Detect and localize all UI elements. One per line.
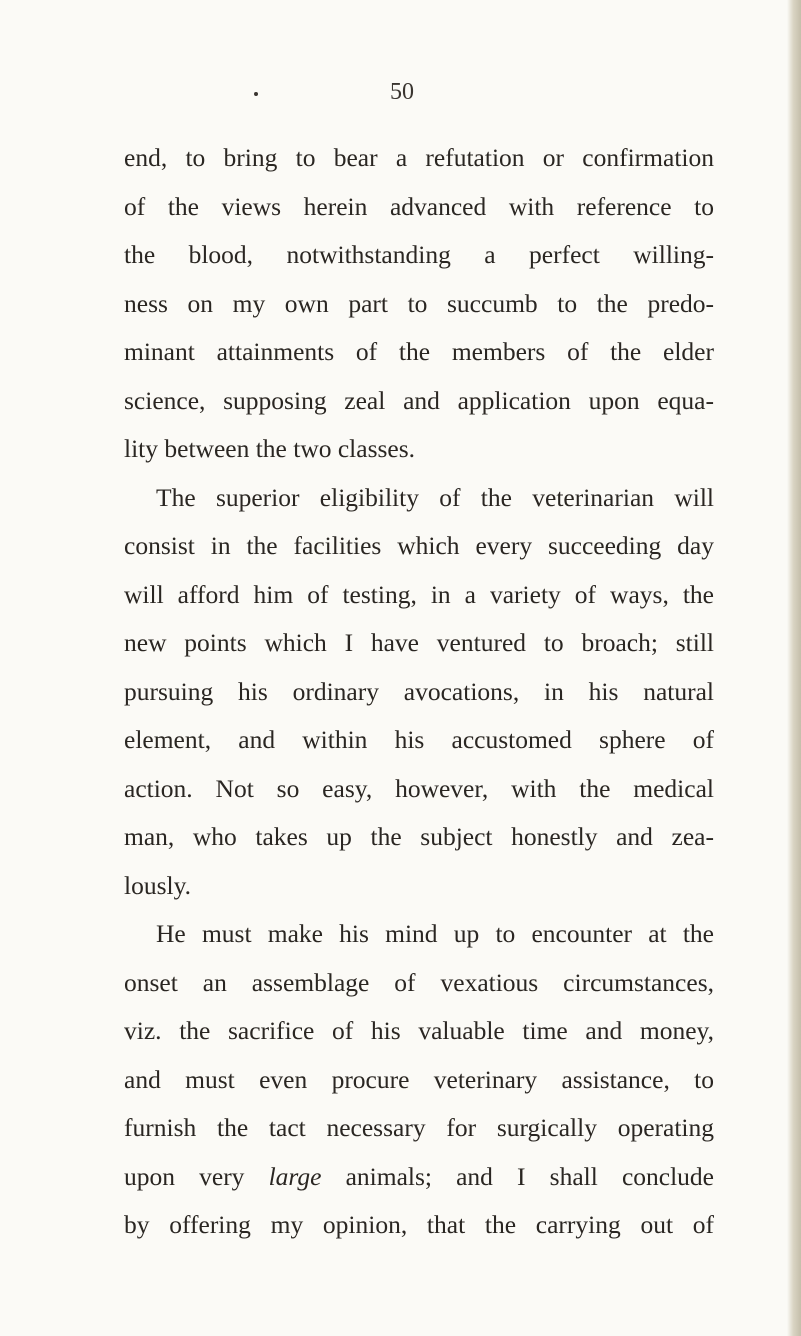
- text-line: viz. the sacrifice of his valuable time and money,: [124, 1016, 714, 1045]
- printer-dot: [254, 92, 258, 96]
- italic-word: large: [268, 1161, 322, 1191]
- text-line: science, supposing zeal and application upon equa-: [124, 385, 714, 415]
- text-line: The superior eligibility of the veterinarian will: [156, 482, 714, 512]
- text-line: will afford him of testing, in a variety of ways, the: [124, 579, 714, 609]
- text-line: of the views herein advanced with reference to: [124, 191, 714, 221]
- text-line: onset an assemblage of vexatious circumstances,: [124, 967, 714, 997]
- text-line: He must make his mind up to encounter at the: [156, 919, 714, 948]
- page-number: 50: [390, 79, 414, 105]
- text-line: and must even procure veterinary assistance, to: [124, 1064, 714, 1094]
- text-line: man, who takes up the subject honestly and zea-: [124, 822, 714, 851]
- text-line: lity between the two classes.: [124, 434, 416, 463]
- text-segment: animals; and I shall conclude: [321, 1161, 714, 1191]
- text-line: minant attainments of the members of the elder: [124, 337, 714, 366]
- text-line: consist in the facilities which every succeeding day: [124, 531, 714, 560]
- text-segment: upon very: [124, 1161, 269, 1191]
- text-line: [124, 1153, 714, 1202]
- text-line: pursuing his ordinary avocations, in his natural: [124, 676, 714, 706]
- text-line: the blood, notwithstanding a perfect willing-: [124, 240, 714, 269]
- text-line: new points which I have ventured to broach; still: [124, 628, 714, 657]
- text-line: element, and within his accustomed sphere of: [124, 725, 714, 754]
- text-line: by offering my opinion, that the carrying out of: [124, 1210, 714, 1239]
- text-line: lously.: [124, 870, 192, 900]
- text-line: ness on my own part to succumb to the predo-: [124, 288, 714, 318]
- text-line: action. Not so easy, however, with the medical: [124, 773, 714, 803]
- page-edge-shadow: [787, 0, 801, 1336]
- text-line: furnish the tact necessary for surgically operating: [124, 1113, 714, 1142]
- text-line: end, to bring to bear a refutation or confirmation: [124, 143, 714, 172]
- body-text: [124, 134, 714, 1250]
